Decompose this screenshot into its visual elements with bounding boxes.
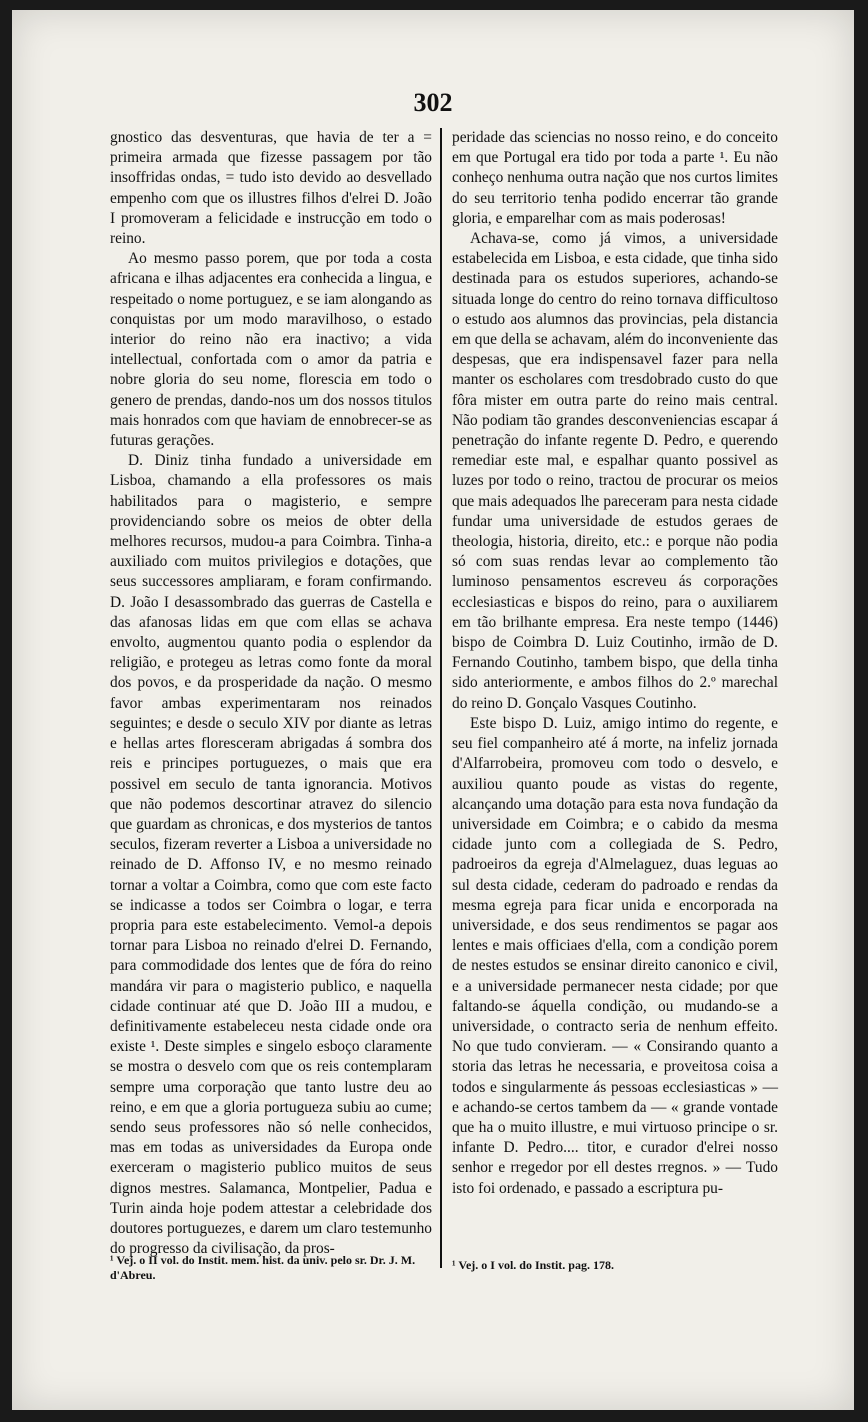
column-divider [440,128,442,1268]
left-paragraph-2: Ao mesmo passo porem, que por toda a costa africana e ilhas adjacentes era conhecida a lingua, e respeitado o nome portuguez, e se iam alongando as conquistas por um modo maravilhoso, o estado interior do reino não era inactivo; a vida intellectual, confortada com o amor da patria e nobre gloria do seu nome, florescia em todo o genero de prendas, dando-nos um dos nossos titulos mais honrados com que haviam de ennobrecer-se as futuras gerações. [110,250,432,450]
left-footnote: ¹ Vej. o II vol. do Instit. mem. hist. da univ. pelo sr. Dr. J. M. d'Abreu. [110,1253,416,1282]
left-paragraph-3: D. Diniz tinha fundado a universidade em Lisboa, chamando a ella professores os mais habilitados para o magisterio, e sempre providenciando sobre os meios de obter della melhores recursos, mudou-a para Coimbra. Tinha-a auxiliado com muitos privilegios e dotações, que seus successores ampliaram, e foram confirmando. D. João I desassombrado das guerras de Castella e das afanosas lidas em que com ellas se achava envolto, augmentou quanto podia o esplendor da religião, e protegeu as letras como fonte da moral dos povos, e da prosperidade da nação. O mesmo favor ambas experimentaram nos reinados seguintes; e desde o seculo XIV por diante as letras e hellas artes floresceram abrigadas á sombra dos reis e principes portuguezes, o mais que era possivel em seculo de tanta ignorancia. Motivos que não podemos descortinar atravez do silencio que guardam as chronicas, e dos mysterios de tantos seculos, fizeram reverter a Lisboa a universidade no reinado de D. Affonso IV, e no mesmo reinado tornar a voltar a Coimbra, como que com este facto se indicasse a todos ser Coimbra o logar, e terra propria para este estabelecimento. Vemol-a depois tornar para Lisboa no reinado d'elrei D. Fernando, para commodidade dos lentes que de fóra do reino mandára vir para o magisterio publico, e naquella cidade continuar até que D. João III a mudou, e definitivamente estabeleceu nesta cidade onde ora existe ¹. Deste simples e singelo esboço claramente se mostra o desvelo com que os reis contemplaram sempre uma corporação que tanto lustre deu ao reino, e em que a gloria portugueza subiu ao cume; sendo seus professores não só nelle conhecidos, mas em todas as universidades da Europa onde exerceram o magisterio publico muitos de seus dignos mestres. Salamanca, Montpelier, Padua e Turin ainda hoje podem attestar a celebridade dos doutores portuguezes, e darem um claro testemunho do progresso da civilisação, da pros- [110,452,432,1258]
right-paragraph-3: Este bispo D. Luiz, amigo intimo do regente, e seu fiel companheiro até á morte, na infeliz jornada d'Alfarrobeira, promoveu com todo o desvelo, e auxiliou quanto poude as vistas do regente, alcançando uma dotação para esta nova fundação da universidade em Coimbra; e o cabido da mesma cidade junto com a collegiada de S. Pedro, padroeiros da egreja d'Almelaguez, duas leguas ao sul desta cidade, cederam do padroado e rendas da mesma egreja para ficar unida e encorporada na universidade, e dos seus rendimentos se pagar aos lentes e mais officiaes d'ella, com a condição porem de nestes estudos se ensinar direito canonico e civil, e a universidade permanecer nesta cidade; por que faltando-se áquella condição, ou mudando-se a universidade, o contracto seria de nenhum effeito. No que tudo convieram. — « Consirando quanto a storia das letras he necessaria, e proveitosa coisa a todos e singularmente ás pessoas ecclesiasticas » — e achando-se certos tambem da — « grande vontade que ha o muito illustre, e mui virtuoso principe o sr. infante D. Pedro.... titor, e curador d'elrei nosso senhor e rregedor por ell destes rregnos. » — Tudo isto foi ordenado, e passado a escriptura pu- [452,714,778,1197]
right-column [452,128,778,1199]
right-footnote: ¹ Vej. o I vol. do Instit. pag. 178. [452,1258,614,1272]
page-number: 302 [413,88,453,117]
book-page [12,10,854,1410]
left-column [110,128,432,1259]
right-paragraph-2: Achava-se, como já vimos, a universidade estabelecida em Lisboa, e esta cidade, que tinha sido destinada para os estudos superiores, achando-se situada longe do centro do reino tornava difficultoso o estudo aos alumnos das provincias, pela distancia em que della se achavam, além do inconveniente das despesas, que era indispensavel fazer para nella manter os escholares com tresdobrado custo do que fôra mister em outra parte do reino mais central. Não podiam tão grandes desconveniencias escapar á penetração do infante regente D. Pedro, e querendo remediar este mal, e espalhar quanto possivel as luzes por todo o reino, tractou de procurar os meios que mais adequados lhe pareceram para nesta cidade fundar uma universidade de estudos geraes de theologia, historia, direito, etc.: e porque não podia só com suas rendas levar ao complemento tão luminoso pensamentos escreveu ás corporações ecclesiasticas e bispos do reino, para o auxiliarem em tão brilhante empresa. Era neste tempo (1446) bispo de Coimbra D. Luiz Coutinho, irmão de D. Fernando Coutinho, tambem bispo, que della tinha sido anteriormente, e ambos filhos do 2.º marechal do reino D. Gonçalo Vasques Coutinho. [452,230,778,712]
left-paragraph-1: gnostico das desventuras, que havia de ter a = primeira armada que fizesse passagem por tão insoffridas ondas, = tudo isto devido ao desvellado empenho com que os illustres filhos d'elrei D. João I promoveram a felicidade e instrucção em todo o reino. [110,129,432,248]
right-paragraph-1: peridade das sciencias no nosso reino, e do conceito em que Portugal era tido por toda a parte ¹. Eu não conheço nenhuma outra nação que nos curtos limites do seu territorio tenha podido encerrar tão grande gloria, e emparelhar com as mais poderosas! [452,129,778,227]
